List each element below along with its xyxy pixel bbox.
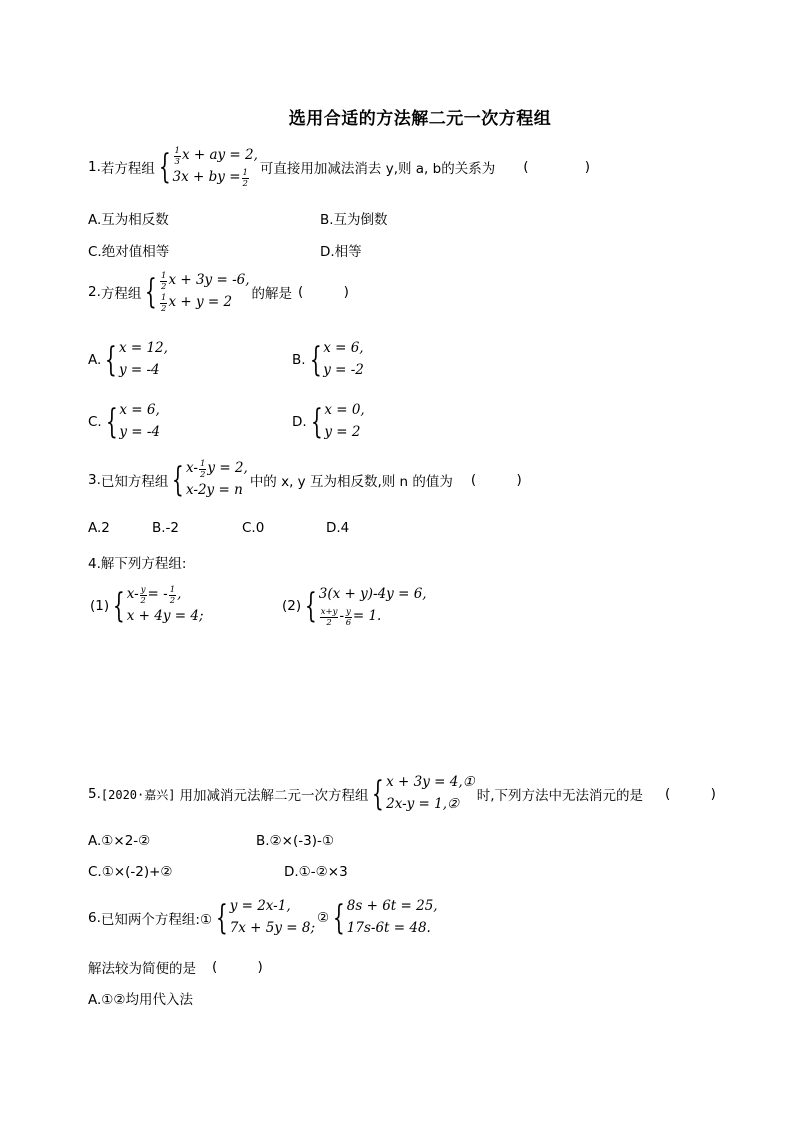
q1-prefix: 若方程组 [100,161,155,177]
q1-option-a: A.互为相反数 [88,212,169,228]
q6-system-2: { 8s + 6t = 25, 17s-6t = 48. [333,898,438,938]
q6-system-1: { y = 2x-1, 7x + 5y = 8; [215,898,316,938]
page-title: 选用合适的方法解二元一次方程组 [288,109,552,129]
q6-stem: 解法较为简便的是 ( ) [88,959,281,977]
q3-eq1: x- $\frac{1}{2}$ y = 2, [186,458,248,480]
q6-number: 6. [88,910,101,926]
q5-eq2: 2x-y = 1,② [386,796,460,813]
q2-option-d: D. { x = 0, y = 2 [292,402,365,442]
q2-prefix: 方程组 [100,286,142,302]
q5-eq1: x + 3y = 4,① [386,774,475,791]
q1-answer-blank: ( ) [523,159,617,175]
q2-stem: 的解是 [251,286,293,302]
q5-source-tag: [2020·嘉兴] [100,787,176,802]
q5-system: { x + 3y = 4,① 2x-y = 1,② [372,774,475,814]
q5-option-a: A.①×2-② [88,833,151,849]
q5-option-c: C.①×(-2)+② [88,864,173,880]
question-4: 4.解下列方程组: [88,556,187,572]
q2-eq2: $\frac{1}{2}$ x + y = 2 [161,292,233,314]
q1-option-b: B.互为倒数 [320,212,388,228]
q1-eq1: $\frac{1}{3}$ x + ay = 2, [174,145,258,167]
q3-answer-blank: ( ) [470,472,540,488]
q3-option-a: A.2 [88,520,110,536]
q2-answer-blank: ( ) [298,284,367,300]
q2-option-a: A. { x = 12, y = -4 [88,340,168,380]
q1-system: { $\frac{1}{3}$ x + ay = 2, 3x + by = $\frac{1}{2}$ [158,145,258,189]
q5-prefix: 用加减消元法解二元一次方程组 [179,788,369,804]
q4-part-1: (1) { x- $\frac{y}{2}$ = - $\frac{1}{2}$ , x + 4y = 4; [90,584,204,626]
q5-number: 5. [88,786,101,802]
q4-part-2: (2) { 3(x + y)-4y = 6, $\frac{x+y}{2}$ - $\frac{y}{6}$ = 1. [282,586,427,628]
q2-eq1: $\frac{1}{2}$ x + 3y = -6, [161,270,250,292]
q6-prefix: 已知两个方程组:① [100,912,213,928]
question-5 [88,772,734,816]
q5-option-d: D.①-②×3 [284,864,348,880]
q1-stem: 可直接用加减法消去 y,则 a, b的关系为 [259,161,496,177]
q3-eq2: x-2y = n [186,482,243,499]
q5-option-b: B.②×(-3)-① [256,833,334,849]
q3-system: { x- $\frac{1}{2}$ y = 2, x-2y = n [172,458,248,500]
q6-option-a: A.①②均用代入法 [88,992,193,1008]
q5-stem: 时,下列方法中无法消元的是 [476,788,644,804]
question-6 [88,896,440,940]
q3-option-c: C.0 [242,520,265,536]
q3-option-b: B.-2 [152,520,180,536]
q2-option-c: C. { x = 6, y = -4 [88,402,161,442]
question-2 [88,270,367,314]
question-3 [88,458,540,502]
q3-prefix: 已知方程组 [100,474,169,490]
q2-system: { $\frac{1}{2}$ x + 3y = -6, $\frac{1}{2}$ x + y = 2 [145,270,250,314]
q6-marker-2: ② [317,910,330,926]
q2-option-b: B. { x = 6, y = -2 [292,340,364,380]
q3-stem: 中的 x, y 互为相反数,则 n 的值为 [249,474,453,490]
q6-answer-blank: ( ) [212,959,281,975]
q5-answer-blank: ( ) [665,786,734,802]
q3-number: 3. [88,472,101,488]
q1-eq2: 3x + by = $\frac{1}{2}$ [172,167,248,189]
q1-number: 1. [88,159,101,175]
question-1 [88,145,616,189]
q1-option-c: C.绝对值相等 [88,244,170,260]
q2-number: 2. [88,284,101,300]
q1-option-d: D.相等 [320,244,362,260]
q3-option-d: D.4 [326,520,350,536]
